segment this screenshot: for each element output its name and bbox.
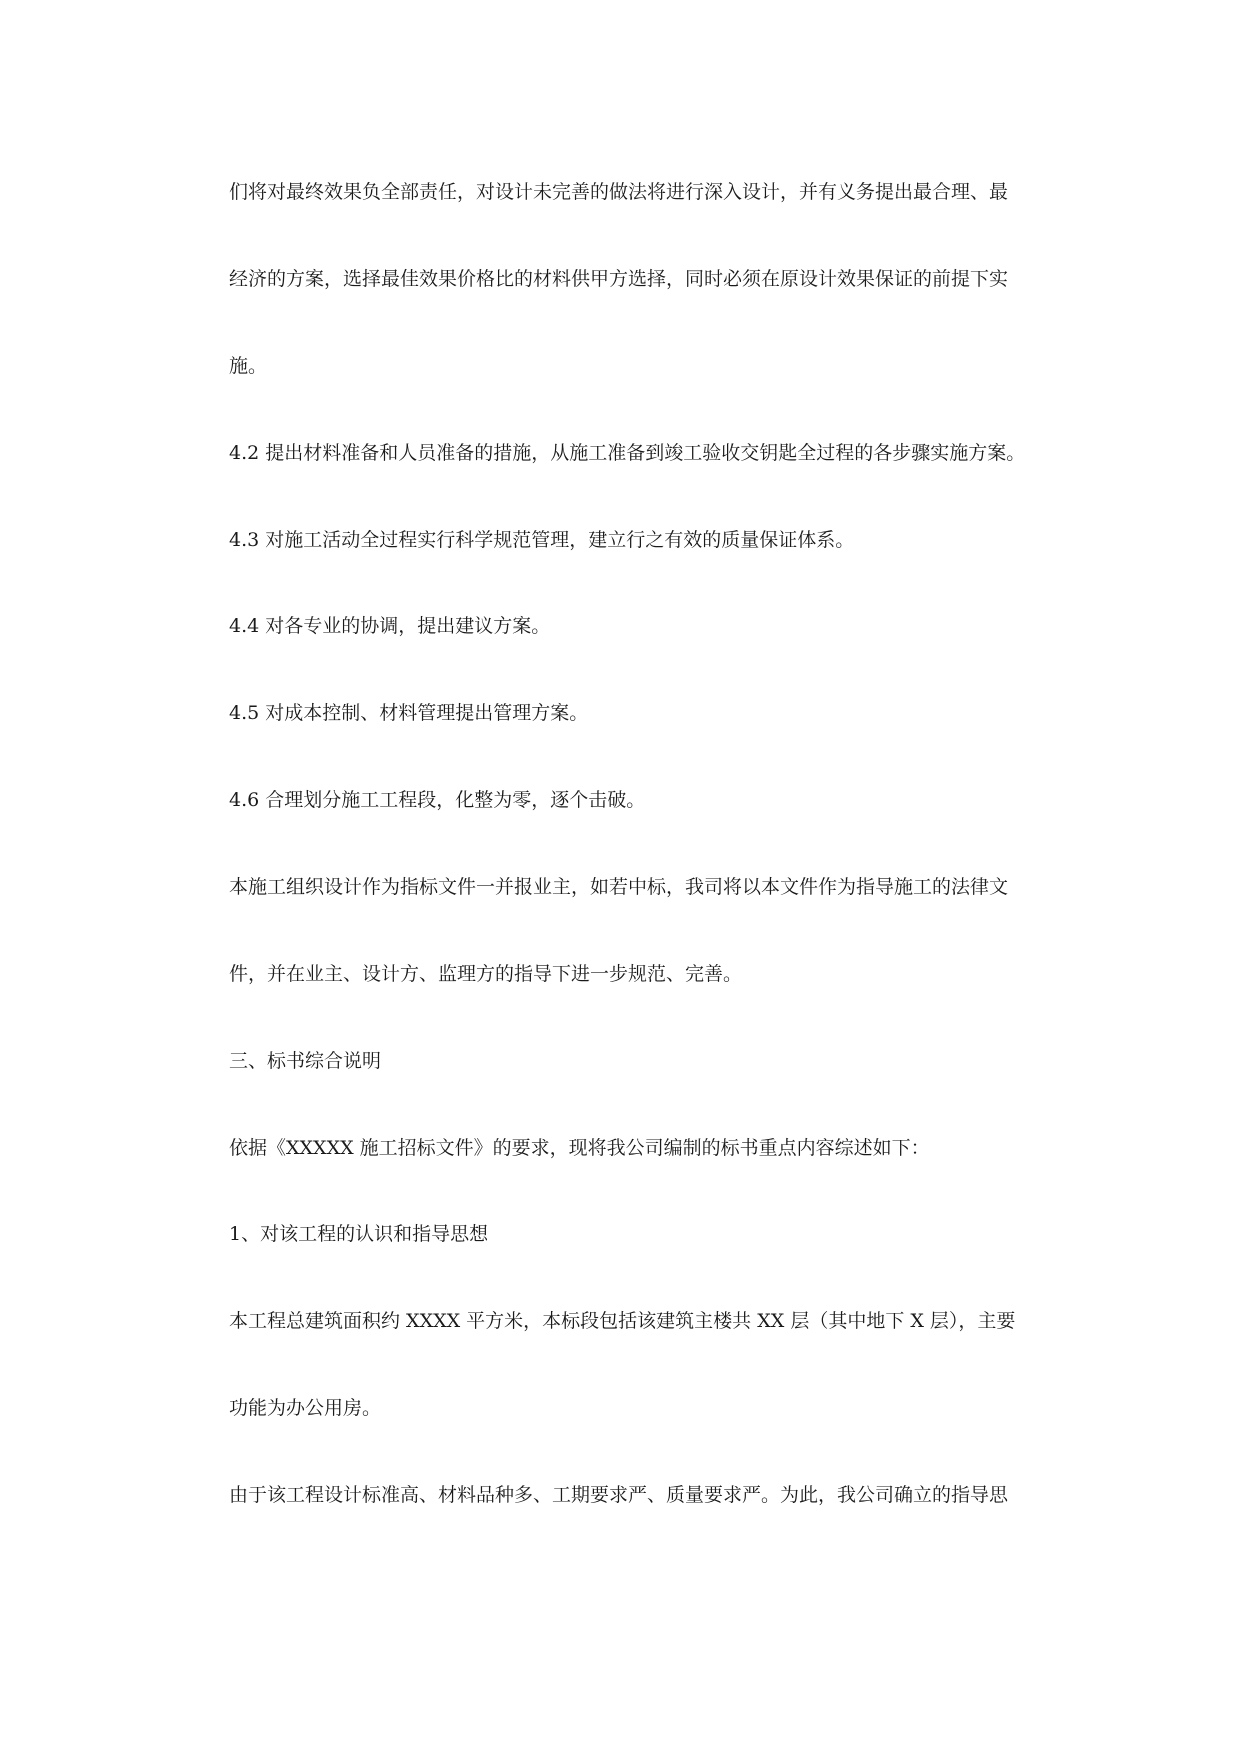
- paragraph-line: 件，并在业主、设计方、监理方的指导下进一步规范、完善。: [229, 963, 743, 985]
- section-item-4-2: 4.2 提出材料准备和人员准备的措施，从施工准备到竣工验收交钥匙全过程的各步骤实施方案。: [229, 442, 1026, 464]
- paragraph-line: 由于该工程设计标准高、材料品种多、工期要求严、质量要求严。为此，我公司确立的指导思: [229, 1484, 1009, 1506]
- section-item-4-3: 4.3 对施工活动全过程实行科学规范管理，建立行之有效的质量保证体系。: [229, 529, 855, 551]
- section-item-4-5: 4.5 对成本控制、材料管理提出管理方案。: [229, 702, 589, 724]
- paragraph-line: 本施工组织设计作为指标文件一并报业主，如若中标，我司将以本文件作为指导施工的法律文: [229, 876, 1009, 898]
- paragraph-line: 功能为办公用房。: [229, 1397, 382, 1419]
- paragraph-line: 们将对最终效果负全部责任，对设计未完善的做法将进行深入设计，并有义务提出最合理、最: [229, 181, 1009, 203]
- section-item-4-4: 4.4 对各专业的协调，提出建议方案。: [229, 615, 551, 637]
- section-item-4-6: 4.6 合理划分施工工程段，化整为零，逐个击破。: [229, 789, 646, 811]
- paragraph-line: 依据《XXXXX 施工招标文件》的要求，现将我公司编制的标书重点内容综述如下：: [229, 1137, 930, 1159]
- subsection-heading: 1、对该工程的认识和指导思想: [229, 1223, 489, 1245]
- section-heading: 三、标书综合说明: [229, 1050, 382, 1072]
- paragraph-line: 施。: [229, 355, 268, 377]
- paragraph-line: 经济的方案，选择最佳效果价格比的材料供甲方选择，同时必须在原设计效果保证的前提下实: [229, 268, 1009, 290]
- paragraph-line: 本工程总建筑面积约 XXXX 平方米，本标段包括该建筑主楼共 XX 层（其中地下 X 层），主要: [229, 1310, 1016, 1332]
